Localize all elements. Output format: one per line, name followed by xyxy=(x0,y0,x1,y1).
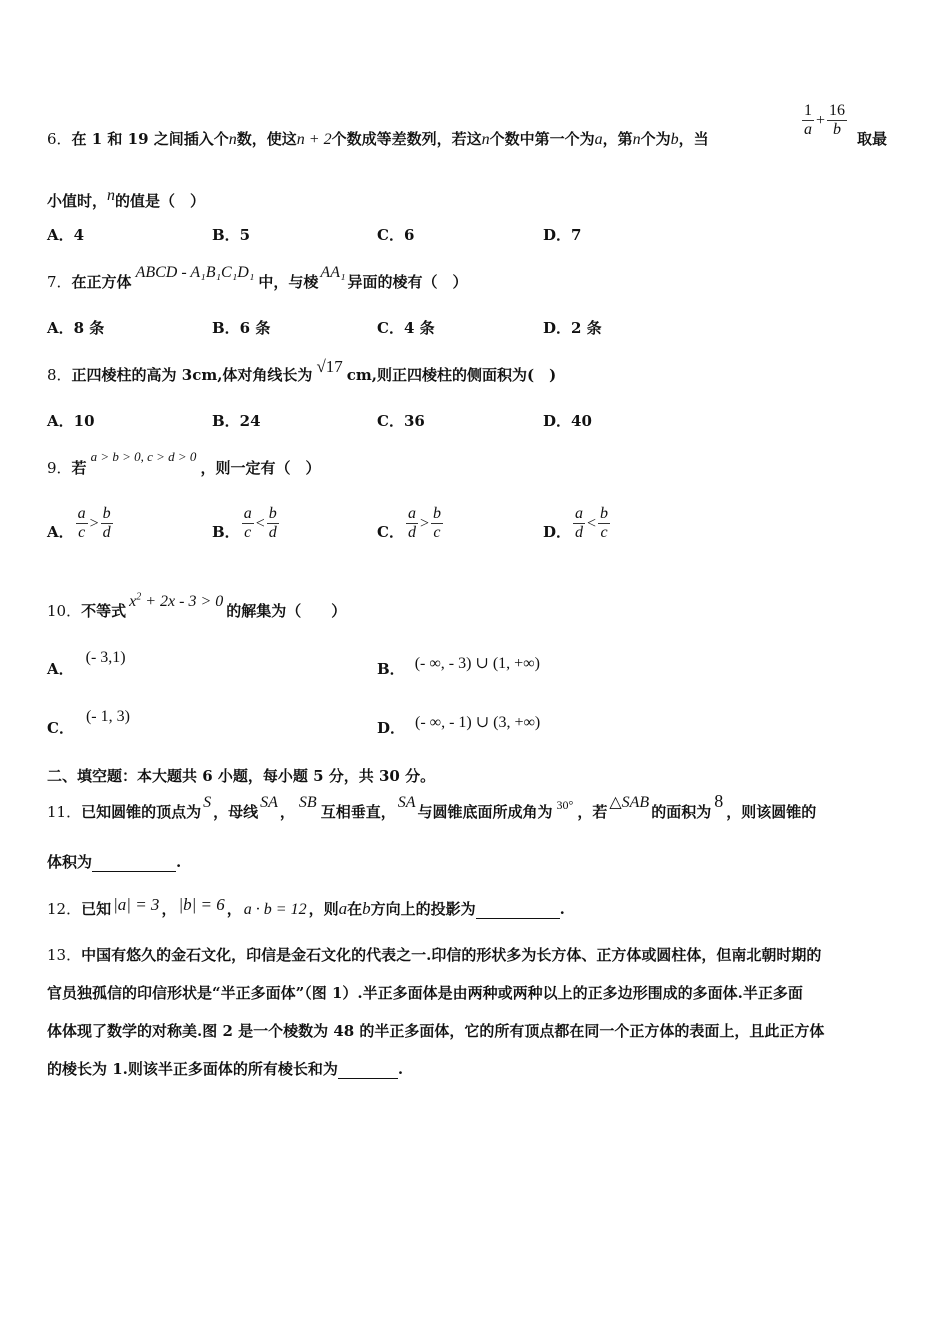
q10-option-d: D． (- ∞, - 1) ∪ (3, +∞) xyxy=(377,714,541,737)
q13-line3: 体体现了数学的对称美.图 2 是一个棱数为 48 的半正多面体，它的所有顶点都在同一个正方体的表面上，且此正方体 xyxy=(47,1022,825,1040)
q9-line1: 9．若a > b > 0, c > d > 0，则一定有（ ） xyxy=(47,449,321,477)
q13-line1: 13．中国有悠久的金石文化，印信是金石文化的代表之一.印信的形状多为长方体、正方体或圆柱体，但南北朝时期的 xyxy=(47,946,822,964)
section-heading-fill-in: 二、填空题：本大题共 6 小题，每小题 5 分，共 30 分。 xyxy=(47,767,436,785)
q7-option-b: B．6 条 xyxy=(212,319,271,337)
q6-option-d: D．7 xyxy=(543,226,582,244)
q9-option-d: D． $\frac{a}{d}$ < $\frac{b}{c}$ xyxy=(543,505,609,541)
q12-line1: 12．已知 |a| = 3 ， |b| = 6 ， a · b = 12 ，则a在b方向上的投影为 . xyxy=(47,895,565,918)
q8-line1: 8．正四棱柱的高为 3cm,体对角线长为 √17 cm,则正四棱柱的侧面积为( ) xyxy=(47,357,557,384)
q7-option-d: D．2 条 xyxy=(543,319,602,337)
q8-option-d: D．40 xyxy=(543,412,592,430)
q6-tail: 取最 xyxy=(857,130,888,148)
q11-answer-blank[interactable] xyxy=(92,853,176,872)
q13-line2: 官员独孤信的印信形状是“半正多面体”（图 1）.半正多面体是由两种或两种以上的正多边形围成的多面体.半正多面 xyxy=(47,984,803,1002)
q6-fraction-expression: $\frac{1}{a}$ + $\frac{16}{b}$ xyxy=(804,102,846,138)
q6-option-c: C．6 xyxy=(377,226,415,244)
q7-line1: 7．在正方体ABCD - A₁B₁C₁D₁中，与棱AA₁异面的棱有（ ） xyxy=(47,264,468,291)
q11-number: 11． xyxy=(47,803,82,821)
q9-option-a: A． $\frac{a}{c}$ > $\frac{b}{d}$ xyxy=(47,505,111,541)
q7-option-c: C．4 条 xyxy=(377,319,435,337)
q6-option-a: A．4 xyxy=(47,226,85,244)
q13-line4: 的棱长为 1.则该半正多面体的所有棱长和为 . xyxy=(47,1060,404,1078)
q8-option-a: A．10 xyxy=(47,412,95,430)
q9-number: 9． xyxy=(47,459,72,477)
q8-option-b: B．24 xyxy=(212,412,261,430)
q13-number: 13． xyxy=(47,946,82,964)
q12-number: 12． xyxy=(47,900,82,918)
q6-fraction-2: $\frac{16}{b}$ xyxy=(829,102,846,138)
q9-option-b: B． $\frac{a}{c}$ < $\frac{b}{d}$ xyxy=(212,505,277,541)
q11-line1: 11．已知圆锥的顶点为S，母线SA，SB互相垂直，SA与圆锥底面所成角为 $^{30^\circ}$ ，若△SAB的面积为8，则该圆锥的 xyxy=(47,791,817,821)
q8-option-c: C．36 xyxy=(377,412,425,430)
q9-option-c: C． $\frac{a}{d}$ > $\frac{b}{c}$ xyxy=(377,505,441,541)
q10-option-b: B． (- ∞, - 3) ∪ (1, +∞) xyxy=(377,655,540,678)
q6-line1: 6．在 1 和 19 之间插入个n数，使这n + 2个数成等差数列，若这n个数中第一个为a，第n个为b，当 xyxy=(47,130,709,148)
q10-line1: 10．不等式$x^2 + 2x - 3 > 0$的解集为（ ） xyxy=(47,591,347,620)
q7-number: 7． xyxy=(47,273,72,291)
q6-line2: 小值时，n的值是（ ） xyxy=(47,187,206,210)
q13-answer-blank[interactable] xyxy=(338,1060,398,1079)
q8-number: 8． xyxy=(47,366,72,384)
q10-option-c: C．(- 1, 3) xyxy=(47,708,130,737)
q7-option-a: A．8 条 xyxy=(47,319,105,337)
q11-line2: 体积为 . xyxy=(47,853,182,871)
q6-option-b: B．5 xyxy=(212,226,251,244)
q6-fraction-1: $\frac{1}{a}$ xyxy=(804,102,812,138)
q10-number: 10． xyxy=(47,602,82,620)
q10-option-a: A．(- 3,1) xyxy=(47,649,126,678)
q6-number: 6． xyxy=(47,130,72,148)
q12-answer-blank[interactable] xyxy=(476,900,560,919)
